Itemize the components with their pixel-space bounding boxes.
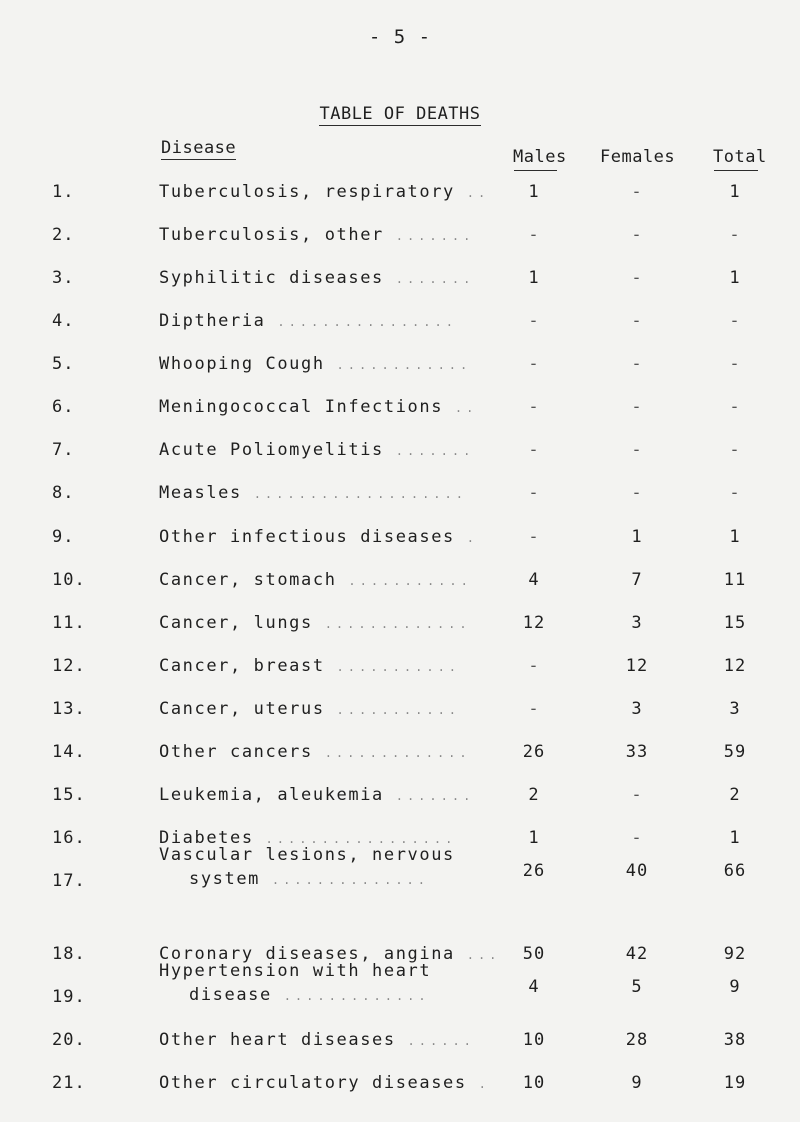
row-number: 6. (52, 397, 75, 417)
table-row (0, 785, 800, 815)
males-count: 10 (522, 1030, 546, 1050)
row-disease-label (159, 483, 514, 503)
females-count: - (631, 182, 643, 202)
disease-label-text: Cancer, uterus (159, 699, 325, 719)
males-count: - (528, 225, 540, 245)
dot-leader: ............. (324, 746, 471, 760)
total-count: - (729, 311, 741, 331)
females-count: 33 (625, 742, 649, 762)
total-count: 19 (723, 1073, 747, 1093)
disease-label-text: Diptheria (159, 311, 266, 331)
disease-label-text: Coronary diseases, angina (159, 944, 455, 964)
row-number: 14. (52, 742, 86, 762)
dot-leader: ....... (395, 229, 475, 243)
disease-label-line2 (159, 985, 514, 1005)
males-count: 1 (528, 268, 540, 288)
disease-label-text: Other infectious diseases (159, 527, 455, 547)
table-row (0, 527, 800, 557)
row-number: 1. (52, 182, 75, 202)
table-row (0, 311, 800, 341)
disease-label-text: Other heart diseases (159, 1030, 396, 1050)
dot-leader: ........... (336, 703, 461, 717)
females-count: 9 (631, 1073, 643, 1093)
table-row (0, 440, 800, 470)
row-disease-label (159, 742, 514, 762)
dot-leader: .............. (271, 873, 430, 887)
males-count: 4 (528, 570, 540, 590)
total-count: 2 (729, 785, 741, 805)
males-count: 2 (528, 785, 540, 805)
males-count: - (528, 354, 540, 374)
dot-leader: ............ (336, 358, 472, 372)
dot-leader: .. (454, 401, 478, 415)
row-disease-label (159, 961, 514, 1005)
females-count: 5 (631, 977, 643, 997)
row-disease-label (159, 311, 514, 331)
table-row (0, 570, 800, 600)
disease-label-text: Cancer, breast (159, 656, 325, 676)
disease-label-text: Tuberculosis, other (159, 225, 384, 245)
table-row (0, 225, 800, 255)
table-row (0, 613, 800, 643)
dot-leader: ............. (324, 617, 471, 631)
total-count: 15 (723, 613, 747, 633)
females-count: 3 (631, 699, 643, 719)
disease-label-text: Meningococcal Infections (159, 397, 444, 417)
row-number: 16. (52, 828, 86, 848)
total-count: - (729, 354, 741, 374)
column-header-total: Total (713, 147, 767, 167)
total-count: 66 (723, 861, 747, 881)
row-number: 3. (52, 268, 75, 288)
disease-label-text: Diabetes (159, 828, 254, 848)
disease-label-text: Leukemia, aleukemia (159, 785, 384, 805)
row-number: 2. (52, 225, 75, 245)
row-disease-label (159, 527, 514, 547)
disease-label-line1: Vascular lesions, nervous (159, 845, 455, 865)
dot-leader: ...... (407, 1034, 475, 1048)
row-disease-label (159, 354, 514, 374)
disease-label-text: Measles (159, 483, 242, 503)
disease-label-line1: Hypertension with heart (159, 961, 432, 981)
disease-label-text: Cancer, lungs (159, 613, 313, 633)
males-count: 1 (528, 182, 540, 202)
females-count: - (631, 268, 643, 288)
disease-label-line2 (159, 869, 514, 889)
males-count: - (528, 527, 540, 547)
row-number: 11. (52, 613, 86, 633)
row-number: 13. (52, 699, 86, 719)
dot-leader: ....... (395, 789, 475, 803)
males-count: 10 (522, 1073, 546, 1093)
males-count: - (528, 483, 540, 503)
females-count: - (631, 397, 643, 417)
row-number: 4. (52, 311, 75, 331)
dot-leader: . (478, 1077, 490, 1091)
disease-label-text: Cancer, stomach (159, 570, 337, 590)
table-row (0, 397, 800, 427)
females-count: 28 (625, 1030, 649, 1050)
row-number: 18. (52, 944, 86, 964)
row-number: 19. (52, 987, 86, 1007)
total-count: 9 (729, 977, 741, 997)
dot-leader: ................. (265, 832, 457, 846)
females-count: - (631, 440, 643, 460)
table-row (0, 656, 800, 686)
total-count: 11 (723, 570, 747, 590)
row-disease-label (159, 1030, 514, 1050)
males-count: 26 (522, 742, 546, 762)
column-header-disease (161, 138, 236, 158)
table-row (0, 699, 800, 729)
column-header-females: Females (600, 147, 676, 167)
males-count: 1 (528, 828, 540, 848)
total-count: - (729, 397, 741, 417)
dot-leader: ... (466, 948, 501, 962)
males-header-underline (514, 170, 557, 171)
females-count: - (631, 483, 643, 503)
females-count: 40 (625, 861, 649, 881)
row-number: 8. (52, 483, 75, 503)
row-disease-label (159, 699, 514, 719)
table-row (0, 354, 800, 384)
row-disease-label (159, 268, 514, 288)
table-row (0, 1030, 800, 1060)
page-number: - 5 - (368, 26, 432, 48)
total-count: - (729, 483, 741, 503)
total-count: 1 (729, 828, 741, 848)
row-number: 12. (52, 656, 86, 676)
table-row (0, 182, 800, 212)
page-title (0, 104, 800, 124)
females-count: - (631, 225, 643, 245)
table-row (0, 1073, 800, 1103)
total-count: 12 (723, 656, 747, 676)
disease-label-text: Acute Poliomyelitis (159, 440, 384, 460)
row-disease-label (159, 785, 514, 805)
row-disease-label (159, 613, 514, 633)
disease-label-text: Syphilitic diseases (159, 268, 384, 288)
females-count: 7 (631, 570, 643, 590)
total-count: 1 (729, 268, 741, 288)
table-row (0, 483, 800, 513)
dot-leader: ........... (348, 574, 472, 588)
dot-leader: ............. (283, 989, 430, 1003)
dot-leader: .. (466, 186, 490, 200)
table-row (0, 742, 800, 772)
dot-leader: . (466, 531, 478, 545)
females-count: 42 (625, 944, 649, 964)
disease-label-text: Whooping Cough (159, 354, 325, 374)
dot-leader: ................ (277, 315, 457, 329)
males-count: - (528, 397, 540, 417)
row-number: 21. (52, 1073, 86, 1093)
males-count: - (528, 699, 540, 719)
row-number: 15. (52, 785, 86, 805)
column-header-males: Males (513, 147, 567, 167)
disease-label-text: Other circulatory diseases (159, 1073, 467, 1093)
row-disease-label (159, 397, 514, 417)
dot-leader: ................... (253, 487, 467, 501)
row-disease-label (159, 656, 514, 676)
dot-leader: ....... (395, 272, 475, 286)
males-count: 26 (522, 861, 546, 881)
row-number: 10. (52, 570, 86, 590)
females-count: - (631, 828, 643, 848)
females-count: - (631, 311, 643, 331)
females-count: 3 (631, 613, 643, 633)
row-number: 5. (52, 354, 75, 374)
table-row (0, 845, 800, 901)
row-disease-label (159, 440, 514, 460)
row-disease-label (159, 570, 514, 590)
table-row (0, 961, 800, 1017)
females-count: 1 (631, 527, 643, 547)
females-count: - (631, 354, 643, 374)
total-count: - (729, 225, 741, 245)
title-text: TABLE OF DEATHS (319, 104, 481, 124)
dot-leader: ........... (336, 660, 461, 674)
males-count: - (528, 656, 540, 676)
total-count: - (729, 440, 741, 460)
females-count: 12 (625, 656, 649, 676)
males-count: 4 (528, 977, 540, 997)
total-count: 1 (729, 527, 741, 547)
dot-leader: ....... (395, 444, 475, 458)
females-count: - (631, 785, 643, 805)
row-disease-label (159, 845, 514, 889)
males-count: 50 (522, 944, 546, 964)
row-number: 9. (52, 527, 75, 547)
disease-label-text: Tuberculosis, respiratory (159, 182, 455, 202)
row-number: 20. (52, 1030, 86, 1050)
disease-label-line2-text: system (189, 869, 261, 889)
total-count: 92 (723, 944, 747, 964)
row-disease-label (159, 1073, 514, 1093)
row-disease-label (159, 225, 514, 245)
disease-label-line2-text: disease (189, 985, 272, 1005)
row-disease-label (159, 182, 514, 202)
total-count: 59 (723, 742, 747, 762)
disease-label-text: Other cancers (159, 742, 313, 762)
males-count: - (528, 311, 540, 331)
males-count: 12 (522, 613, 546, 633)
row-number: 17. (52, 871, 86, 891)
total-count: 3 (729, 699, 741, 719)
disease-header-text: Disease (161, 138, 237, 158)
total-count: 1 (729, 182, 741, 202)
total-count: 38 (723, 1030, 747, 1050)
males-count: - (528, 440, 540, 460)
row-number: 7. (52, 440, 75, 460)
total-header-underline (714, 170, 758, 171)
table-row (0, 268, 800, 298)
